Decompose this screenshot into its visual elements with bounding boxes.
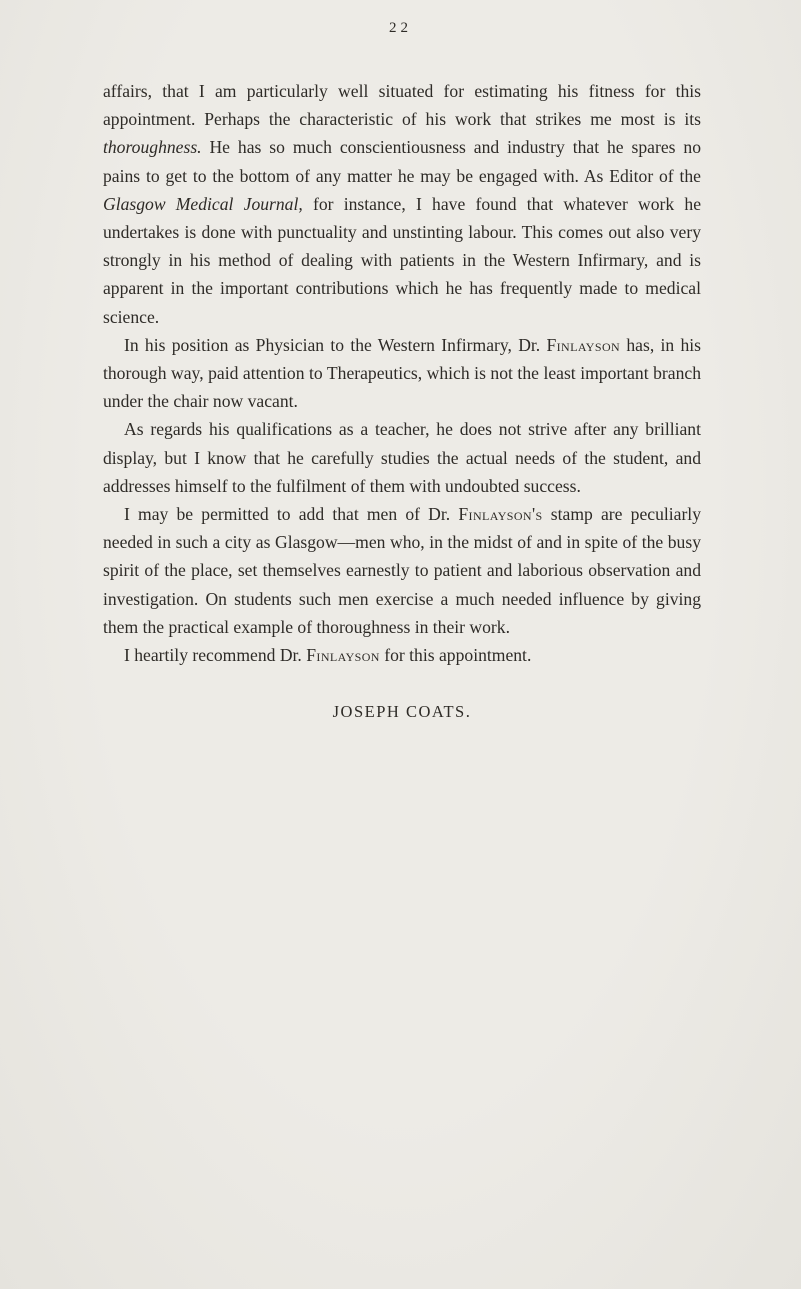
text-segment: He has so much conscientiousness and industry that he spares no pains to get to the bottom of any matter he may be engaged with. As Editor of the <box>103 137 701 186</box>
signature: JOSEPH COATS. <box>332 702 472 722</box>
text-segment: stamp are peculiarly needed in such a city as Glasgow—men who, in the midst of and in spite of the busy spirit of the place, set themselves earnestly to patient and laborious observation and investigation. On students such men exercise a much needed influence by giving them the practical example of thoroughness in their work. <box>103 504 701 637</box>
paragraph <box>103 77 701 331</box>
text-segment: As regards his qualifications as a teacher, he does not strive after any brilliant display, but I know that he carefully studies the actual needs of the student, and addresses himself to the fulfilment of them with undoubted success. <box>103 419 701 496</box>
paragraph <box>103 500 701 641</box>
text-block <box>103 77 701 726</box>
text-segment: In his position as Physician to the Western Infirmary, Dr. <box>124 334 547 355</box>
paragraph <box>103 331 701 416</box>
smallcaps-name: Finlayson <box>306 645 380 666</box>
text-segment: has, in his thorough way, paid attention to Therapeutics, which is not the least important branch under the chair now vacant. <box>103 334 701 412</box>
paragraph <box>103 641 701 669</box>
paragraphs <box>103 77 701 669</box>
text-segment: I heartily recommend Dr. <box>124 645 307 666</box>
italic-text: thoroughness. <box>103 137 202 158</box>
text-segment: for this appointment. <box>379 645 532 666</box>
page-number: 22 <box>389 20 412 36</box>
paragraph <box>103 415 701 500</box>
text-segment: affairs, that I am particularly well situated for estimating his fitness for this appointment. Perhaps the characteristic of his work that strikes me most is its <box>103 81 701 130</box>
smallcaps-name: Finlayson's <box>458 504 543 525</box>
smallcaps-name: Finlayson <box>546 334 621 355</box>
text-segment: for instance, I have found that whatever work he undertakes is done with punctuality and unstinting labour. This comes out also very strongly in his method of dealing with patients in the Western Infirmary, and is apparent in the important contributions which he has frequently made to medical science. <box>103 193 701 327</box>
italic-text: Glasgow Medical Journal, <box>103 193 303 214</box>
text-segment: I may be permitted to add that men of Dr. <box>124 504 459 525</box>
